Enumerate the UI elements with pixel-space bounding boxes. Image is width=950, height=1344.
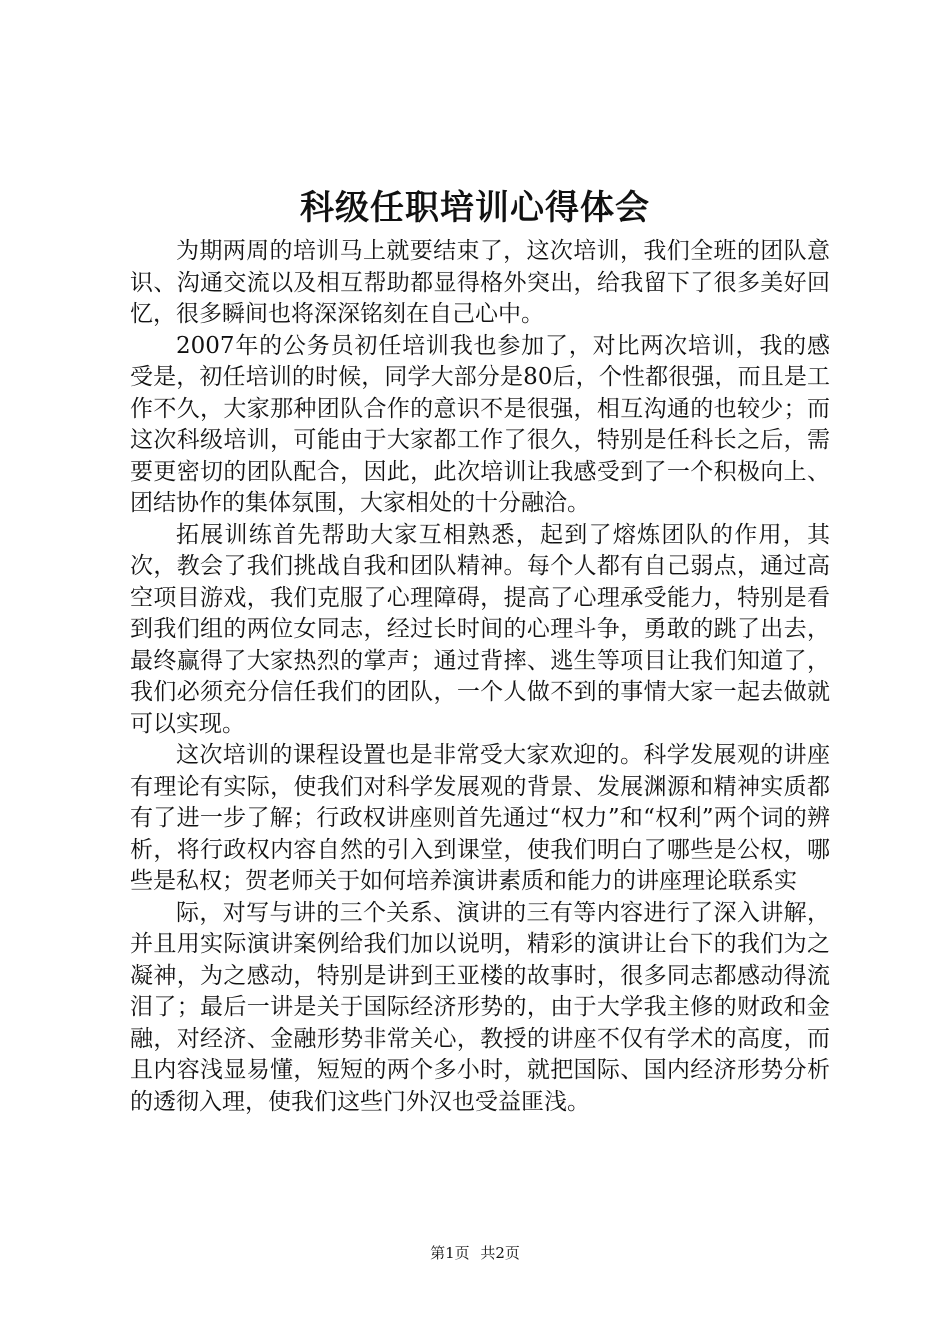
paragraph-5: 际，对写与讲的三个关系、演讲的三有等内容进行了深入讲解，并且用实际演讲案例给我们加以说明，精彩的演讲让台下的我们为之凝神，为之感动，特别是讲到王亚楼的故事时，很多同志都感动得流泪了；最后一讲是关于国际经济形势的，由于大学我主修的财政和金融，对经济、金融形势非常关心，教授的讲座不仅有学术的高度，而且内容浅显易懂，短短的两个多小时，就把国际、国内经济形势分析的透彻入理，使我们这些门外汉也受益匪浅。 (130, 899, 830, 1115)
page-number-current: 第1页 (430, 1244, 470, 1262)
paragraph-1: 为期两周的培训马上就要结束了，这次培训，我们全班的团队意识、沟通交流以及相互帮助都显得格外突出，给我留下了很多美好回忆，很多瞬间也将深深铭刻在自己心中。 (130, 238, 830, 327)
page-number-total: 共2页 (480, 1244, 520, 1262)
document-title: 科级任职培训心得体会 (300, 188, 650, 228)
page-footer (0, 1242, 950, 1264)
paragraph-2: 2007年的公务员初任培训我也参加了，对比两次培训，我的感受是，初任培训的时候，同学大部分是80后，个性都很强，而且是工作不久，大家那种团队合作的意识不是很强，相互沟通的也较少；而这次科级培训，可能由于大家都工作了很久，特别是任科长之后，需要更密切的团队配合，因此，此次培训让我感受到了一个积极向上、团结协作的集体氛围，大家相处的十分融洽。 (130, 332, 830, 516)
paragraph-4: 这次培训的课程设置也是非常受大家欢迎的。科学发展观的讲座有理论有实际，使我们对科学发展观的背景、发展渊源和精神实质都有了进一步了解；行政权讲座则首先通过“权力”和“权利”两个词的辨析，将行政权内容自然的引入到课堂，使我们明白了哪些是公权，哪些是私权；贺老师关于如何培养演讲素质和能力的讲座理论联系实 (130, 742, 830, 894)
document-body (130, 236, 830, 1118)
paragraph-3: 拓展训练首先帮助大家互相熟悉，起到了熔炼团队的作用，其次，教会了我们挑战自我和团队精神。每个人都有自己弱点，通过高空项目游戏，我们克服了心理障碍，提高了心理承受能力，特别是看到我们组的两位女同志，经过长时间的心理斗争，勇敢的跳了出去，最终赢得了大家热烈的掌声；通过背摔、逃生等项目让我们知道了，我们必须充分信任我们的团队，一个人做不到的事情大家一起去做就可以实现。 (130, 521, 830, 737)
